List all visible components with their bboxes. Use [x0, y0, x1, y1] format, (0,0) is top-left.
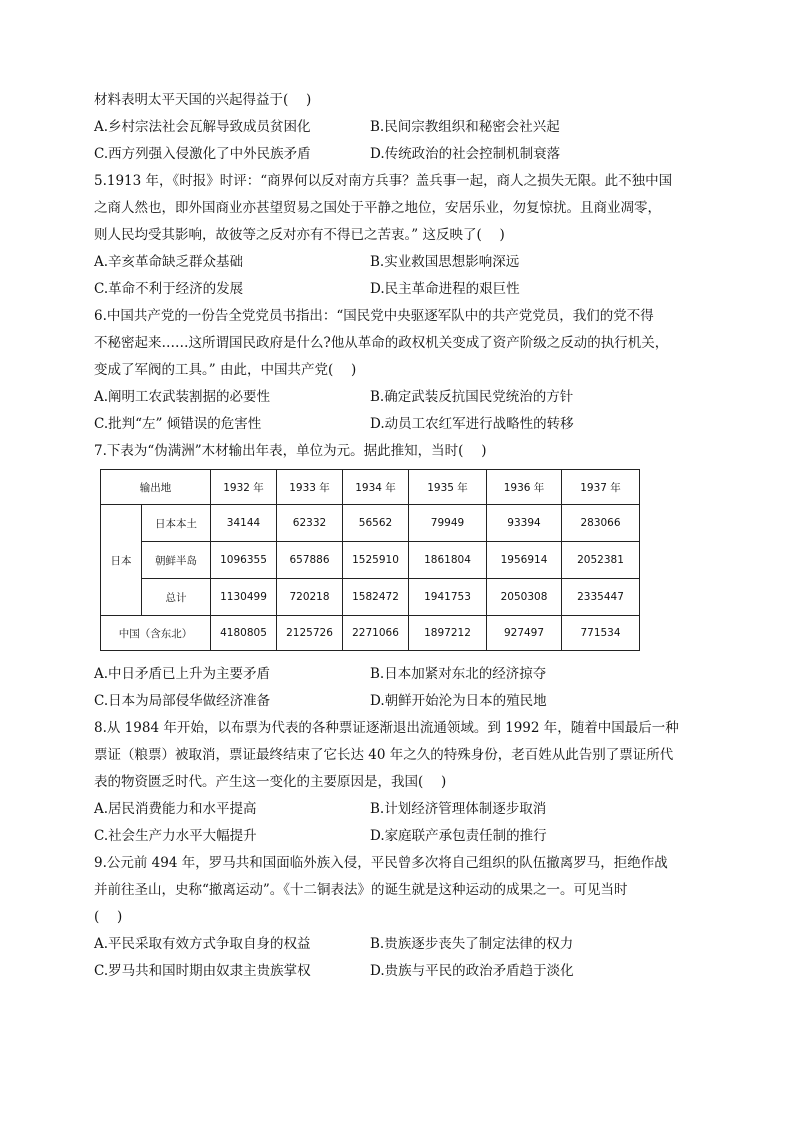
header-year: 1935 年 — [409, 470, 487, 505]
q7-option-b[interactable]: B.日本加紧对东北的经济掠夺 — [370, 666, 547, 682]
row-label: 中国（含东北） — [101, 616, 211, 651]
table-row — [101, 542, 640, 579]
header-year: 1932 年 — [211, 470, 277, 505]
row-label: 朝鲜半岛 — [142, 542, 211, 579]
timber-export-table — [100, 469, 640, 651]
q8-stem-2: 票证（粮票）被取消，票证最终结束了它长达 40 年之久的特殊身份，老百姓从此告别了票证所代 — [94, 747, 674, 763]
table-cell: 4180805 — [211, 616, 277, 651]
q9-stem-3: ( ) — [94, 909, 123, 925]
table-cell: 1582472 — [343, 579, 409, 616]
header-year: 1933 年 — [277, 470, 343, 505]
table-row — [101, 579, 640, 616]
q5-options-ab — [94, 253, 704, 272]
q4-option-d[interactable]: D.传统政治的社会控制机制衰落 — [370, 146, 561, 162]
q6-options-cd — [94, 415, 704, 434]
q6-stem-1: 6.中国共产党的一份告全党党员书指出：“国民党中央驱逐军队中的共产党党员，我们的党不得 — [94, 308, 654, 324]
table-cell: 1861804 — [409, 542, 487, 579]
table-cell: 93394 — [487, 505, 562, 542]
q6-options-ab — [94, 388, 704, 407]
q6-option-b[interactable]: B.确定武装反抗国民党统治的方针 — [370, 389, 574, 405]
q7-option-a[interactable]: A.中日矛盾已上升为主要矛盾 — [94, 666, 271, 682]
japan-group-label: 日本 — [101, 505, 142, 616]
table-row — [101, 616, 640, 651]
q8-stem-3: 表的物资匮乏时代。产生这一变化的主要原因是，我国( ) — [94, 774, 447, 790]
q8-option-d[interactable]: D.家庭联产承包责任制的推行 — [370, 828, 547, 844]
table-header-row — [101, 470, 640, 505]
q9-options-ab — [94, 935, 704, 954]
table-cell: 56562 — [343, 505, 409, 542]
table-cell: 2271066 — [343, 616, 409, 651]
q9-options-cd — [94, 962, 704, 981]
table-cell: 771534 — [562, 616, 640, 651]
q7-option-d[interactable]: D.朝鲜开始沦为日本的殖民地 — [370, 693, 547, 709]
table-cell: 2125726 — [277, 616, 343, 651]
q8-option-c[interactable]: C.社会生产力水平大幅提升 — [94, 828, 257, 844]
table-cell: 79949 — [409, 505, 487, 542]
q6-option-c[interactable]: C.批判“左” 倾错误的危害性 — [94, 416, 262, 432]
q4-option-b[interactable]: B.民间宗教组织和秘密会社兴起 — [370, 119, 560, 135]
q4-options-cd — [94, 145, 704, 164]
q4-option-a[interactable]: A.乡村宗法社会瓦解导致成员贫困化 — [94, 119, 311, 135]
q7-stem: 7.下表为“伪满洲”木材输出年表，单位为元。据此推知，当时( ) — [94, 443, 487, 459]
row-label: 总计 — [142, 579, 211, 616]
q7-option-c[interactable]: C.日本为局部侵华做经济准备 — [94, 693, 271, 709]
q4-options-ab — [94, 118, 704, 137]
header-year: 1934 年 — [343, 470, 409, 505]
q9-stem-1: 9.公元前 494 年，罗马共和国面临外族入侵，平民曾多次将自己组织的队伍撤离罗马，拒绝作战 — [94, 855, 668, 871]
q5-option-a[interactable]: A.辛亥革命缺乏群众基础 — [94, 254, 244, 270]
q9-option-c[interactable]: C.罗马共和国时期由奴隶主贵族掌权 — [94, 963, 311, 979]
header-origin: 输出地 — [101, 470, 211, 505]
exam-page — [94, 91, 704, 989]
table-cell: 927497 — [487, 616, 562, 651]
table-cell: 1525910 — [343, 542, 409, 579]
q5-options-cd — [94, 280, 704, 299]
q7-options-ab — [94, 665, 704, 684]
q7-options-cd — [94, 692, 704, 711]
row-label: 日本本土 — [142, 505, 211, 542]
q8-options-cd — [94, 827, 704, 846]
table-cell: 1096355 — [211, 542, 277, 579]
table-cell: 2335447 — [562, 579, 640, 616]
q6-option-d[interactable]: D.动员工农红军进行战略性的转移 — [370, 416, 574, 432]
header-year: 1936 年 — [487, 470, 562, 505]
q9-option-a[interactable]: A.平民采取有效方式争取自身的权益 — [94, 936, 311, 952]
q8-option-a[interactable]: A.居民消费能力和水平提高 — [94, 801, 257, 817]
q5-option-d[interactable]: D.民主革命进程的艰巨性 — [370, 281, 520, 297]
table-cell: 283066 — [562, 505, 640, 542]
header-year: 1937 年 — [562, 470, 640, 505]
q5-option-c[interactable]: C.革命不利于经济的发展 — [94, 281, 244, 297]
table-cell: 2050308 — [487, 579, 562, 616]
table-cell: 1897212 — [409, 616, 487, 651]
table-cell: 1941753 — [409, 579, 487, 616]
q6-option-a[interactable]: A.阐明工农武装割据的必要性 — [94, 389, 271, 405]
q5-stem-2: 之商人然也，即外国商业亦甚望贸易之国处于平静之地位，安居乐业，勿复惊扰。且商业凋零， — [94, 200, 661, 216]
table-cell: 657886 — [277, 542, 343, 579]
q4-option-c[interactable]: C.西方列强入侵激化了中外民族矛盾 — [94, 146, 311, 162]
table-row — [101, 505, 640, 542]
table-cell: 720218 — [277, 579, 343, 616]
q5-stem-3: 则人民均受其影响，故彼等之反对亦有不得已之苦衷。” 这反映了( ) — [94, 227, 505, 243]
table-cell: 1956914 — [487, 542, 562, 579]
q8-option-b[interactable]: B.计划经济管理体制逐步取消 — [370, 801, 547, 817]
q8-stem-1: 8.从 1984 年开始，以布票为代表的各种票证逐渐退出流通领域。到 1992 年，随着中国最后一种 — [94, 720, 679, 736]
q6-stem-2: 不秘密起来……这所谓国民政府是什么?他从革命的政权机关变成了资产阶级之反动的执行机关， — [94, 335, 669, 351]
q9-stem-2: 并前往圣山，史称“撤离运动”。《十二铜表法》的诞生就是这种运动的成果之一。可见当时 — [94, 882, 628, 898]
q4-stem: 材料表明太平天国的兴起得益于( ) — [94, 92, 312, 108]
table-cell: 1130499 — [211, 579, 277, 616]
table-cell: 62332 — [277, 505, 343, 542]
q5-option-b[interactable]: B.实业救国思想影响深远 — [370, 254, 520, 270]
q9-option-d[interactable]: D.贵族与平民的政治矛盾趋于淡化 — [370, 963, 574, 979]
q8-options-ab — [94, 800, 704, 819]
table-cell: 2052381 — [562, 542, 640, 579]
q6-stem-3: 变成了军阀的工具。” 由此，中国共产党( ) — [94, 362, 357, 378]
q9-option-b[interactable]: B.贵族逐步丧失了制定法律的权力 — [370, 936, 574, 952]
q5-stem-1: 5.1913 年，《时报》时评：“商界何以反对南方兵事？盖兵事一起，商人之损失无限。此不独中国 — [94, 173, 673, 189]
table-cell: 34144 — [211, 505, 277, 542]
